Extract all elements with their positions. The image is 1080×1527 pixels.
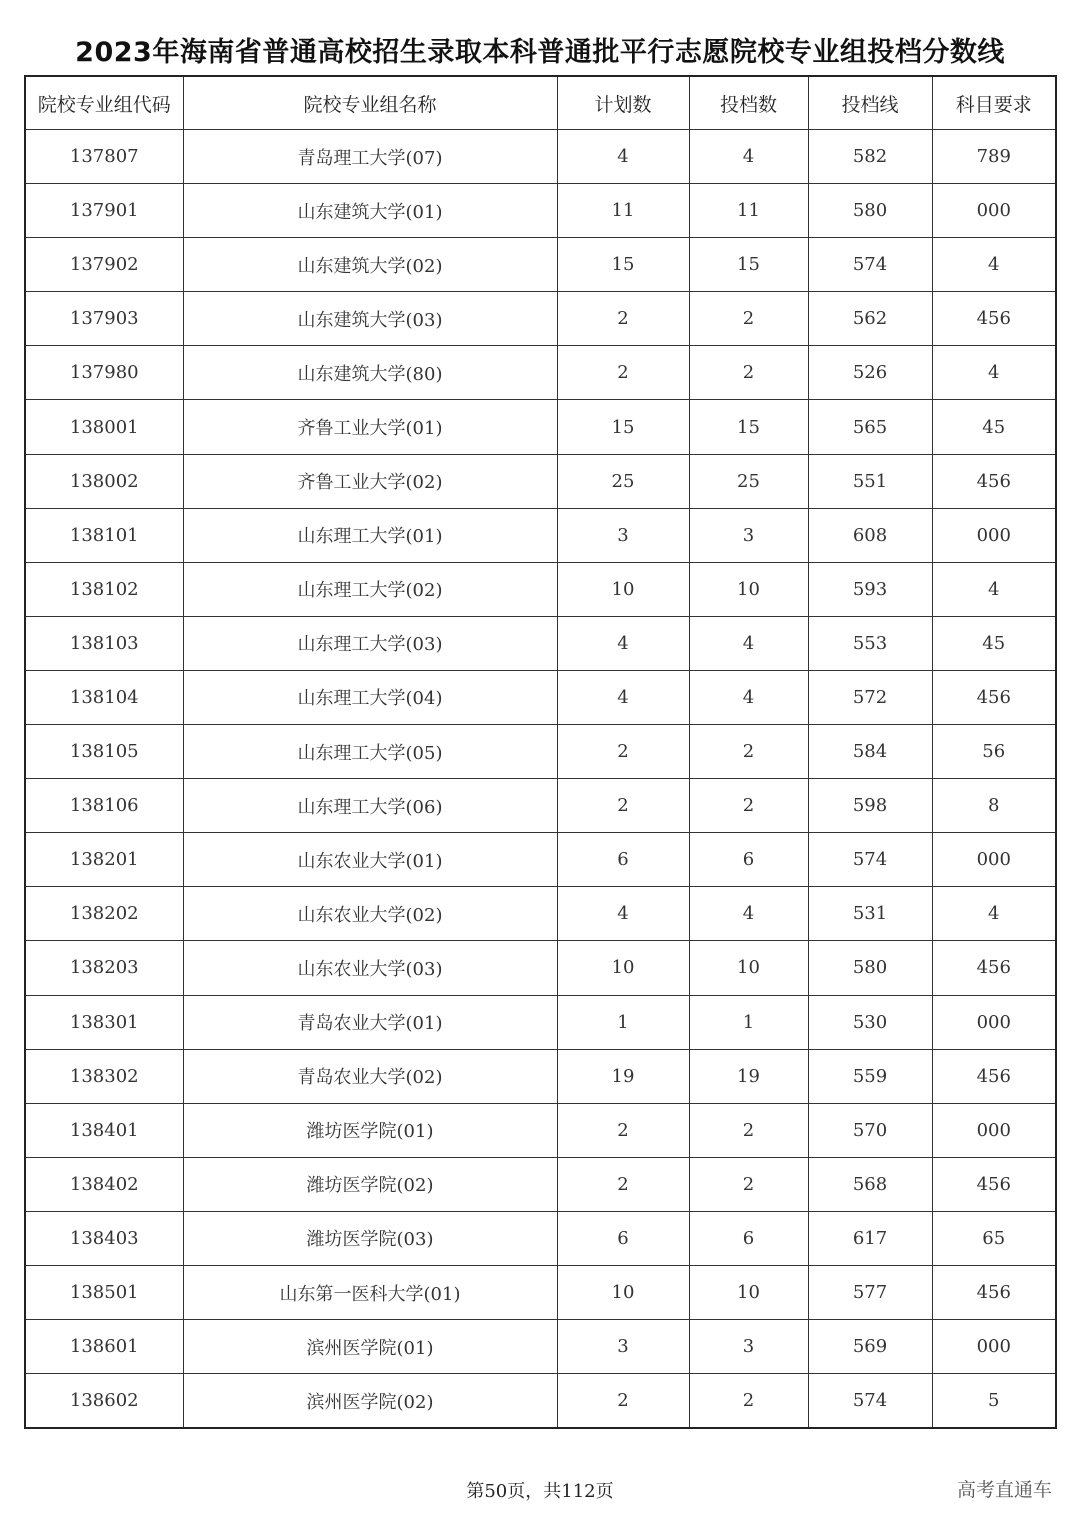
page-title: 2023年海南省普通高校招生录取本科普通批平行志愿院校专业组投档分数线 xyxy=(75,37,1005,68)
table-row xyxy=(25,454,1056,508)
cell-plan: 1 xyxy=(557,995,689,1049)
cell-code: 138104 xyxy=(25,670,183,724)
cell-subject: 456 xyxy=(932,1049,1056,1103)
cell-subject: 456 xyxy=(932,1157,1056,1211)
cell-name: 青岛理工大学(07) xyxy=(183,130,557,184)
cell-score: 530 xyxy=(808,995,932,1049)
brand-watermark: 高考直通车 xyxy=(956,1479,1052,1501)
cell-submitted: 15 xyxy=(689,238,808,292)
column-header-code: 院校专业组代码 xyxy=(25,76,183,130)
cell-plan: 3 xyxy=(557,508,689,562)
cell-score: 570 xyxy=(808,1103,932,1157)
table-body xyxy=(25,130,1056,1429)
cell-subject: 000 xyxy=(932,184,1056,238)
cell-submitted: 6 xyxy=(689,1211,808,1265)
cell-score: 572 xyxy=(808,670,932,724)
cell-submitted: 2 xyxy=(689,779,808,833)
cell-subject: 789 xyxy=(932,130,1056,184)
cell-code: 138103 xyxy=(25,616,183,670)
cell-submitted: 2 xyxy=(689,346,808,400)
cell-score: 593 xyxy=(808,562,932,616)
cell-plan: 4 xyxy=(557,616,689,670)
cell-subject: 45 xyxy=(932,616,1056,670)
cell-subject: 456 xyxy=(932,1265,1056,1319)
cell-code: 137807 xyxy=(25,130,183,184)
cell-submitted: 10 xyxy=(689,941,808,995)
table-row xyxy=(25,779,1056,833)
cell-plan: 2 xyxy=(557,1374,689,1429)
cell-subject: 4 xyxy=(932,887,1056,941)
cell-subject: 5 xyxy=(932,1374,1056,1429)
cell-score: 608 xyxy=(808,508,932,562)
cell-subject: 000 xyxy=(932,508,1056,562)
cell-code: 138302 xyxy=(25,1049,183,1103)
table-row xyxy=(25,130,1056,184)
cell-submitted: 25 xyxy=(689,454,808,508)
cell-score: 553 xyxy=(808,616,932,670)
table-row xyxy=(25,562,1056,616)
cell-plan: 25 xyxy=(557,454,689,508)
cell-submitted: 4 xyxy=(689,616,808,670)
cell-plan: 2 xyxy=(557,292,689,346)
column-header-name: 院校专业组名称 xyxy=(183,76,557,130)
cell-submitted: 10 xyxy=(689,562,808,616)
cell-name: 潍坊医学院(02) xyxy=(183,1157,557,1211)
cell-score: 598 xyxy=(808,779,932,833)
cell-score: 568 xyxy=(808,1157,932,1211)
cell-submitted: 6 xyxy=(689,833,808,887)
cell-name: 潍坊医学院(01) xyxy=(183,1103,557,1157)
cell-plan: 2 xyxy=(557,725,689,779)
cell-plan: 2 xyxy=(557,1157,689,1211)
cell-name: 山东理工大学(03) xyxy=(183,616,557,670)
cell-name: 山东理工大学(04) xyxy=(183,670,557,724)
cell-subject: 4 xyxy=(932,238,1056,292)
cell-submitted: 10 xyxy=(689,1265,808,1319)
cell-submitted: 4 xyxy=(689,130,808,184)
cell-code: 138403 xyxy=(25,1211,183,1265)
cell-plan: 11 xyxy=(557,184,689,238)
cell-subject: 456 xyxy=(932,670,1056,724)
cell-plan: 3 xyxy=(557,1320,689,1374)
cell-subject: 65 xyxy=(932,1211,1056,1265)
cell-score: 559 xyxy=(808,1049,932,1103)
column-header-score: 投档线 xyxy=(808,76,932,130)
cell-subject: 456 xyxy=(932,292,1056,346)
cell-name: 滨州医学院(02) xyxy=(183,1374,557,1429)
cell-code: 138202 xyxy=(25,887,183,941)
table-row xyxy=(25,238,1056,292)
cell-code: 138201 xyxy=(25,833,183,887)
cell-subject: 456 xyxy=(932,454,1056,508)
cell-score: 617 xyxy=(808,1211,932,1265)
cell-submitted: 2 xyxy=(689,725,808,779)
cell-score: 574 xyxy=(808,833,932,887)
cell-code: 138101 xyxy=(25,508,183,562)
table-row xyxy=(25,346,1056,400)
cell-name: 山东理工大学(02) xyxy=(183,562,557,616)
cell-subject: 4 xyxy=(932,562,1056,616)
cell-code: 138602 xyxy=(25,1374,183,1429)
cell-score: 562 xyxy=(808,292,932,346)
cell-submitted: 2 xyxy=(689,292,808,346)
cell-name: 齐鲁工业大学(02) xyxy=(183,454,557,508)
table-row xyxy=(25,292,1056,346)
cell-subject: 456 xyxy=(932,941,1056,995)
cell-score: 574 xyxy=(808,238,932,292)
cell-score: 574 xyxy=(808,1374,932,1429)
cell-plan: 2 xyxy=(557,346,689,400)
cell-submitted: 19 xyxy=(689,1049,808,1103)
cell-name: 山东建筑大学(01) xyxy=(183,184,557,238)
table-row xyxy=(25,1320,1056,1374)
cell-score: 582 xyxy=(808,130,932,184)
cell-score: 569 xyxy=(808,1320,932,1374)
table-row xyxy=(25,1049,1056,1103)
cell-code: 138203 xyxy=(25,941,183,995)
cell-plan: 6 xyxy=(557,833,689,887)
column-header-plan: 计划数 xyxy=(557,76,689,130)
page-number: 第50页，共112页 xyxy=(466,1481,614,1502)
cell-name: 滨州医学院(01) xyxy=(183,1320,557,1374)
cell-score: 531 xyxy=(808,887,932,941)
cell-plan: 10 xyxy=(557,562,689,616)
cell-code: 138301 xyxy=(25,995,183,1049)
cell-plan: 15 xyxy=(557,238,689,292)
table-row xyxy=(25,833,1056,887)
cell-plan: 4 xyxy=(557,670,689,724)
cell-code: 137903 xyxy=(25,292,183,346)
cell-code: 138001 xyxy=(25,400,183,454)
cell-name: 齐鲁工业大学(01) xyxy=(183,400,557,454)
cell-subject: 4 xyxy=(932,346,1056,400)
cell-submitted: 1 xyxy=(689,995,808,1049)
cell-score: 565 xyxy=(808,400,932,454)
cell-plan: 6 xyxy=(557,1211,689,1265)
table-row xyxy=(25,995,1056,1049)
cell-code: 138601 xyxy=(25,1320,183,1374)
cell-submitted: 4 xyxy=(689,887,808,941)
cell-submitted: 3 xyxy=(689,508,808,562)
column-header-subject: 科目要求 xyxy=(932,76,1056,130)
table-row xyxy=(25,725,1056,779)
cell-subject: 45 xyxy=(932,400,1056,454)
cell-subject: 000 xyxy=(932,995,1056,1049)
cell-subject: 000 xyxy=(932,833,1056,887)
cell-submitted: 4 xyxy=(689,670,808,724)
cell-name: 山东建筑大学(80) xyxy=(183,346,557,400)
table-row xyxy=(25,400,1056,454)
table-row xyxy=(25,508,1056,562)
cell-score: 584 xyxy=(808,725,932,779)
cell-name: 山东农业大学(01) xyxy=(183,833,557,887)
table-row xyxy=(25,1374,1056,1429)
cell-code: 137901 xyxy=(25,184,183,238)
cell-submitted: 11 xyxy=(689,184,808,238)
cell-submitted: 2 xyxy=(689,1103,808,1157)
cell-code: 138402 xyxy=(25,1157,183,1211)
cell-score: 577 xyxy=(808,1265,932,1319)
cell-code: 138401 xyxy=(25,1103,183,1157)
cell-subject: 8 xyxy=(932,779,1056,833)
table-row xyxy=(25,1211,1056,1265)
cell-subject: 000 xyxy=(932,1320,1056,1374)
cell-name: 山东理工大学(01) xyxy=(183,508,557,562)
cell-submitted: 3 xyxy=(689,1320,808,1374)
cell-plan: 4 xyxy=(557,887,689,941)
cell-submitted: 2 xyxy=(689,1374,808,1429)
table-row xyxy=(25,941,1056,995)
cell-name: 山东农业大学(02) xyxy=(183,887,557,941)
cell-code: 138105 xyxy=(25,725,183,779)
table-row xyxy=(25,1157,1056,1211)
cell-code: 137980 xyxy=(25,346,183,400)
cell-subject: 56 xyxy=(932,725,1056,779)
cell-plan: 10 xyxy=(557,941,689,995)
cell-code: 138002 xyxy=(25,454,183,508)
cell-submitted: 15 xyxy=(689,400,808,454)
cell-score: 526 xyxy=(808,346,932,400)
cell-plan: 2 xyxy=(557,1103,689,1157)
cell-code: 138102 xyxy=(25,562,183,616)
cell-plan: 10 xyxy=(557,1265,689,1319)
column-header-submitted: 投档数 xyxy=(689,76,808,130)
table-row xyxy=(25,1103,1056,1157)
table-row xyxy=(25,184,1056,238)
cell-plan: 2 xyxy=(557,779,689,833)
cell-plan: 15 xyxy=(557,400,689,454)
cell-name: 山东理工大学(06) xyxy=(183,779,557,833)
table-row xyxy=(25,670,1056,724)
cell-name: 山东理工大学(05) xyxy=(183,725,557,779)
cell-subject: 000 xyxy=(932,1103,1056,1157)
cell-plan: 19 xyxy=(557,1049,689,1103)
cell-name: 山东建筑大学(03) xyxy=(183,292,557,346)
admission-score-table xyxy=(24,75,1057,1429)
table-row xyxy=(25,1265,1056,1319)
cell-score: 580 xyxy=(808,941,932,995)
cell-name: 潍坊医学院(03) xyxy=(183,1211,557,1265)
table-header-row xyxy=(25,76,1056,130)
cell-name: 山东第一医科大学(01) xyxy=(183,1265,557,1319)
cell-code: 138501 xyxy=(25,1265,183,1319)
cell-score: 551 xyxy=(808,454,932,508)
table-row xyxy=(25,616,1056,670)
cell-code: 138106 xyxy=(25,779,183,833)
cell-name: 青岛农业大学(02) xyxy=(183,1049,557,1103)
cell-name: 山东建筑大学(02) xyxy=(183,238,557,292)
cell-plan: 4 xyxy=(557,130,689,184)
cell-name: 山东农业大学(03) xyxy=(183,941,557,995)
table-row xyxy=(25,887,1056,941)
cell-score: 580 xyxy=(808,184,932,238)
cell-code: 137902 xyxy=(25,238,183,292)
cell-name: 青岛农业大学(01) xyxy=(183,995,557,1049)
cell-submitted: 2 xyxy=(689,1157,808,1211)
